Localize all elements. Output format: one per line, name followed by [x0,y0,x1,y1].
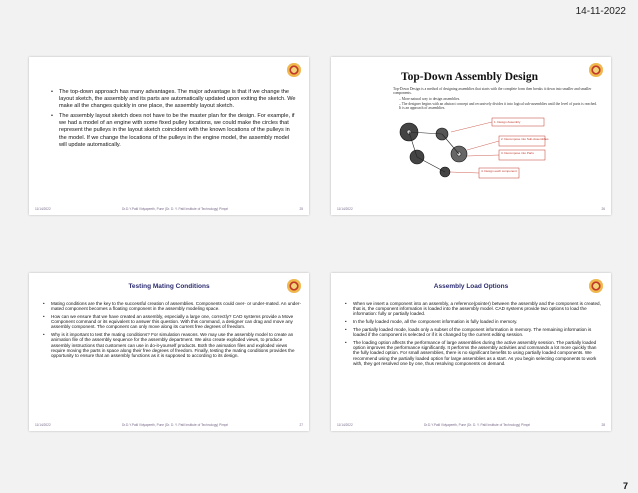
institute-logo-icon [287,63,301,77]
institute-logo-icon [589,63,603,77]
slide-footer: 11/14/2022 Dr.D.Y.Patil Vidyapeeth, Pune (Dr. D. Y. Patil Institute of Technology) Pimpri 25 [35,207,303,211]
diagram-label-4: 4. Design each component [481,169,517,173]
diagram-label-2: 2. Decompose into Sub-Assemblies [501,137,549,141]
assembly-diagram [387,112,552,187]
slide-27[interactable] [29,273,309,431]
slide-title: Assembly Load Options [433,283,509,290]
slide-title: Testing Mating Conditions [128,283,210,290]
bullet: • The assembly layout sketch does not have to be the master plan for the design. For example, if we had a model of an engine with some fixed pulley locations, we could make the circles that represent the pulleys in the layout sketch coincident with the known locations of the pulleys in the model. If we change the locations of the pulleys in the engine model, the assembly model will update automatically. [51,113,296,148]
slide-footer: 11/14/2022 Dr.D.Y.Patil Vidyapeeth, Pune (Dr. D. Y. Patil Institute of Technology) Pimpri 28 [337,423,605,427]
diagram-label-3: 3. Decompose into Parts [501,151,534,155]
slide-28[interactable] [331,273,611,431]
bullet: • The partially loaded mode, loads only a subset of the component information in memory. The remaining information is loaded if the component is selected or if it is changed by the current editing session. [345,327,603,337]
bullet: • The loading option affects the performance of large assemblies during the active assembly session. The partially loaded option improves the performance significantly. It performs the assembly activities and commands a lot more quickly than the fully loaded option. For small assemblies, there is no significant benefits to using partially loaded components. We recommend using the partially loaded option for large assemblies as a start. As you begin selecting components to work with, they get resolved one by one, thus resolving components on demand. [345,340,603,366]
slide-26[interactable] [331,57,611,215]
slide-footer: 11/14/2022 26 [337,207,605,211]
page-date: 14-11-2022 [575,6,626,17]
bullet: • Mating conditions are the key to the successful creation of assemblies. Components could over- or under-mated. An under-mated component becomes a floating component in the assembly modeling space. [43,301,301,311]
slide-footer: 11/14/2022 Dr.D.Y.Patil Vidyapeeth, Pune (Dr. D. Y. Patil Institute of Technology) Pimpri 27 [35,423,303,427]
bullet: • When we insert a component into an assembly, a reference(pointer) between the assembly and the component is created, that is, the component information is loaded into the assembly model. CAD systems provide two options to load the information: fully or partially loaded. [345,301,603,317]
bullet: • The top-down approach has many advantages. The major advantage is that if we change the layout sketch, the assembly and its parts are automatically updated upon exiting the sketch. We make all the changes quickly in one place, the assembly layout sketch. [51,89,296,110]
bullet: • In the fully loaded mode, all the component information is fully loaded in memory. [345,319,603,324]
slide-bullets [345,301,603,369]
slide-bullets [43,301,301,361]
diagram-label-1: 1. Design Assembly [494,120,521,124]
page-number: 7 [622,481,628,491]
slide-bullets [51,89,296,152]
bullet: • Why is it important to test the mating conditions? For simulation reasons. We may use the assembly model to create an animation file of the assembly sequence for the assembly department. We also create exploded views, to produce assembly instructions that customers can use in do-it-yourself products. Both the animation files and exploded views require moving the parts in space along their free degrees of freedom. Finally, testing the mating conditions provides the opportunity to ensure that an assembly functions as it is supposed to according to its design. [43,332,301,358]
bullet: • How can we ensure that we have created an assembly, especially a large one, correctly? CAD systems provide a Move Component command or its equivalent to answer this question. With this command, a designer can drag and move any assembly component. The component can only move along its current free degrees of freedom. [43,314,301,330]
slide-25[interactable] [29,57,309,215]
slide-title: Top-Down Assembly Design [401,71,538,83]
slide-text: Top-Down Design is a method of designing assemblies that starts with the complete form then breaks it down into smaller and smaller components. – More natural way to design assemblies. – The designer begins with an abstract concept and recursively divides it into logical sub-assemblies until the level of parts is reached. It is an approach of assemblies. [393,87,597,111]
